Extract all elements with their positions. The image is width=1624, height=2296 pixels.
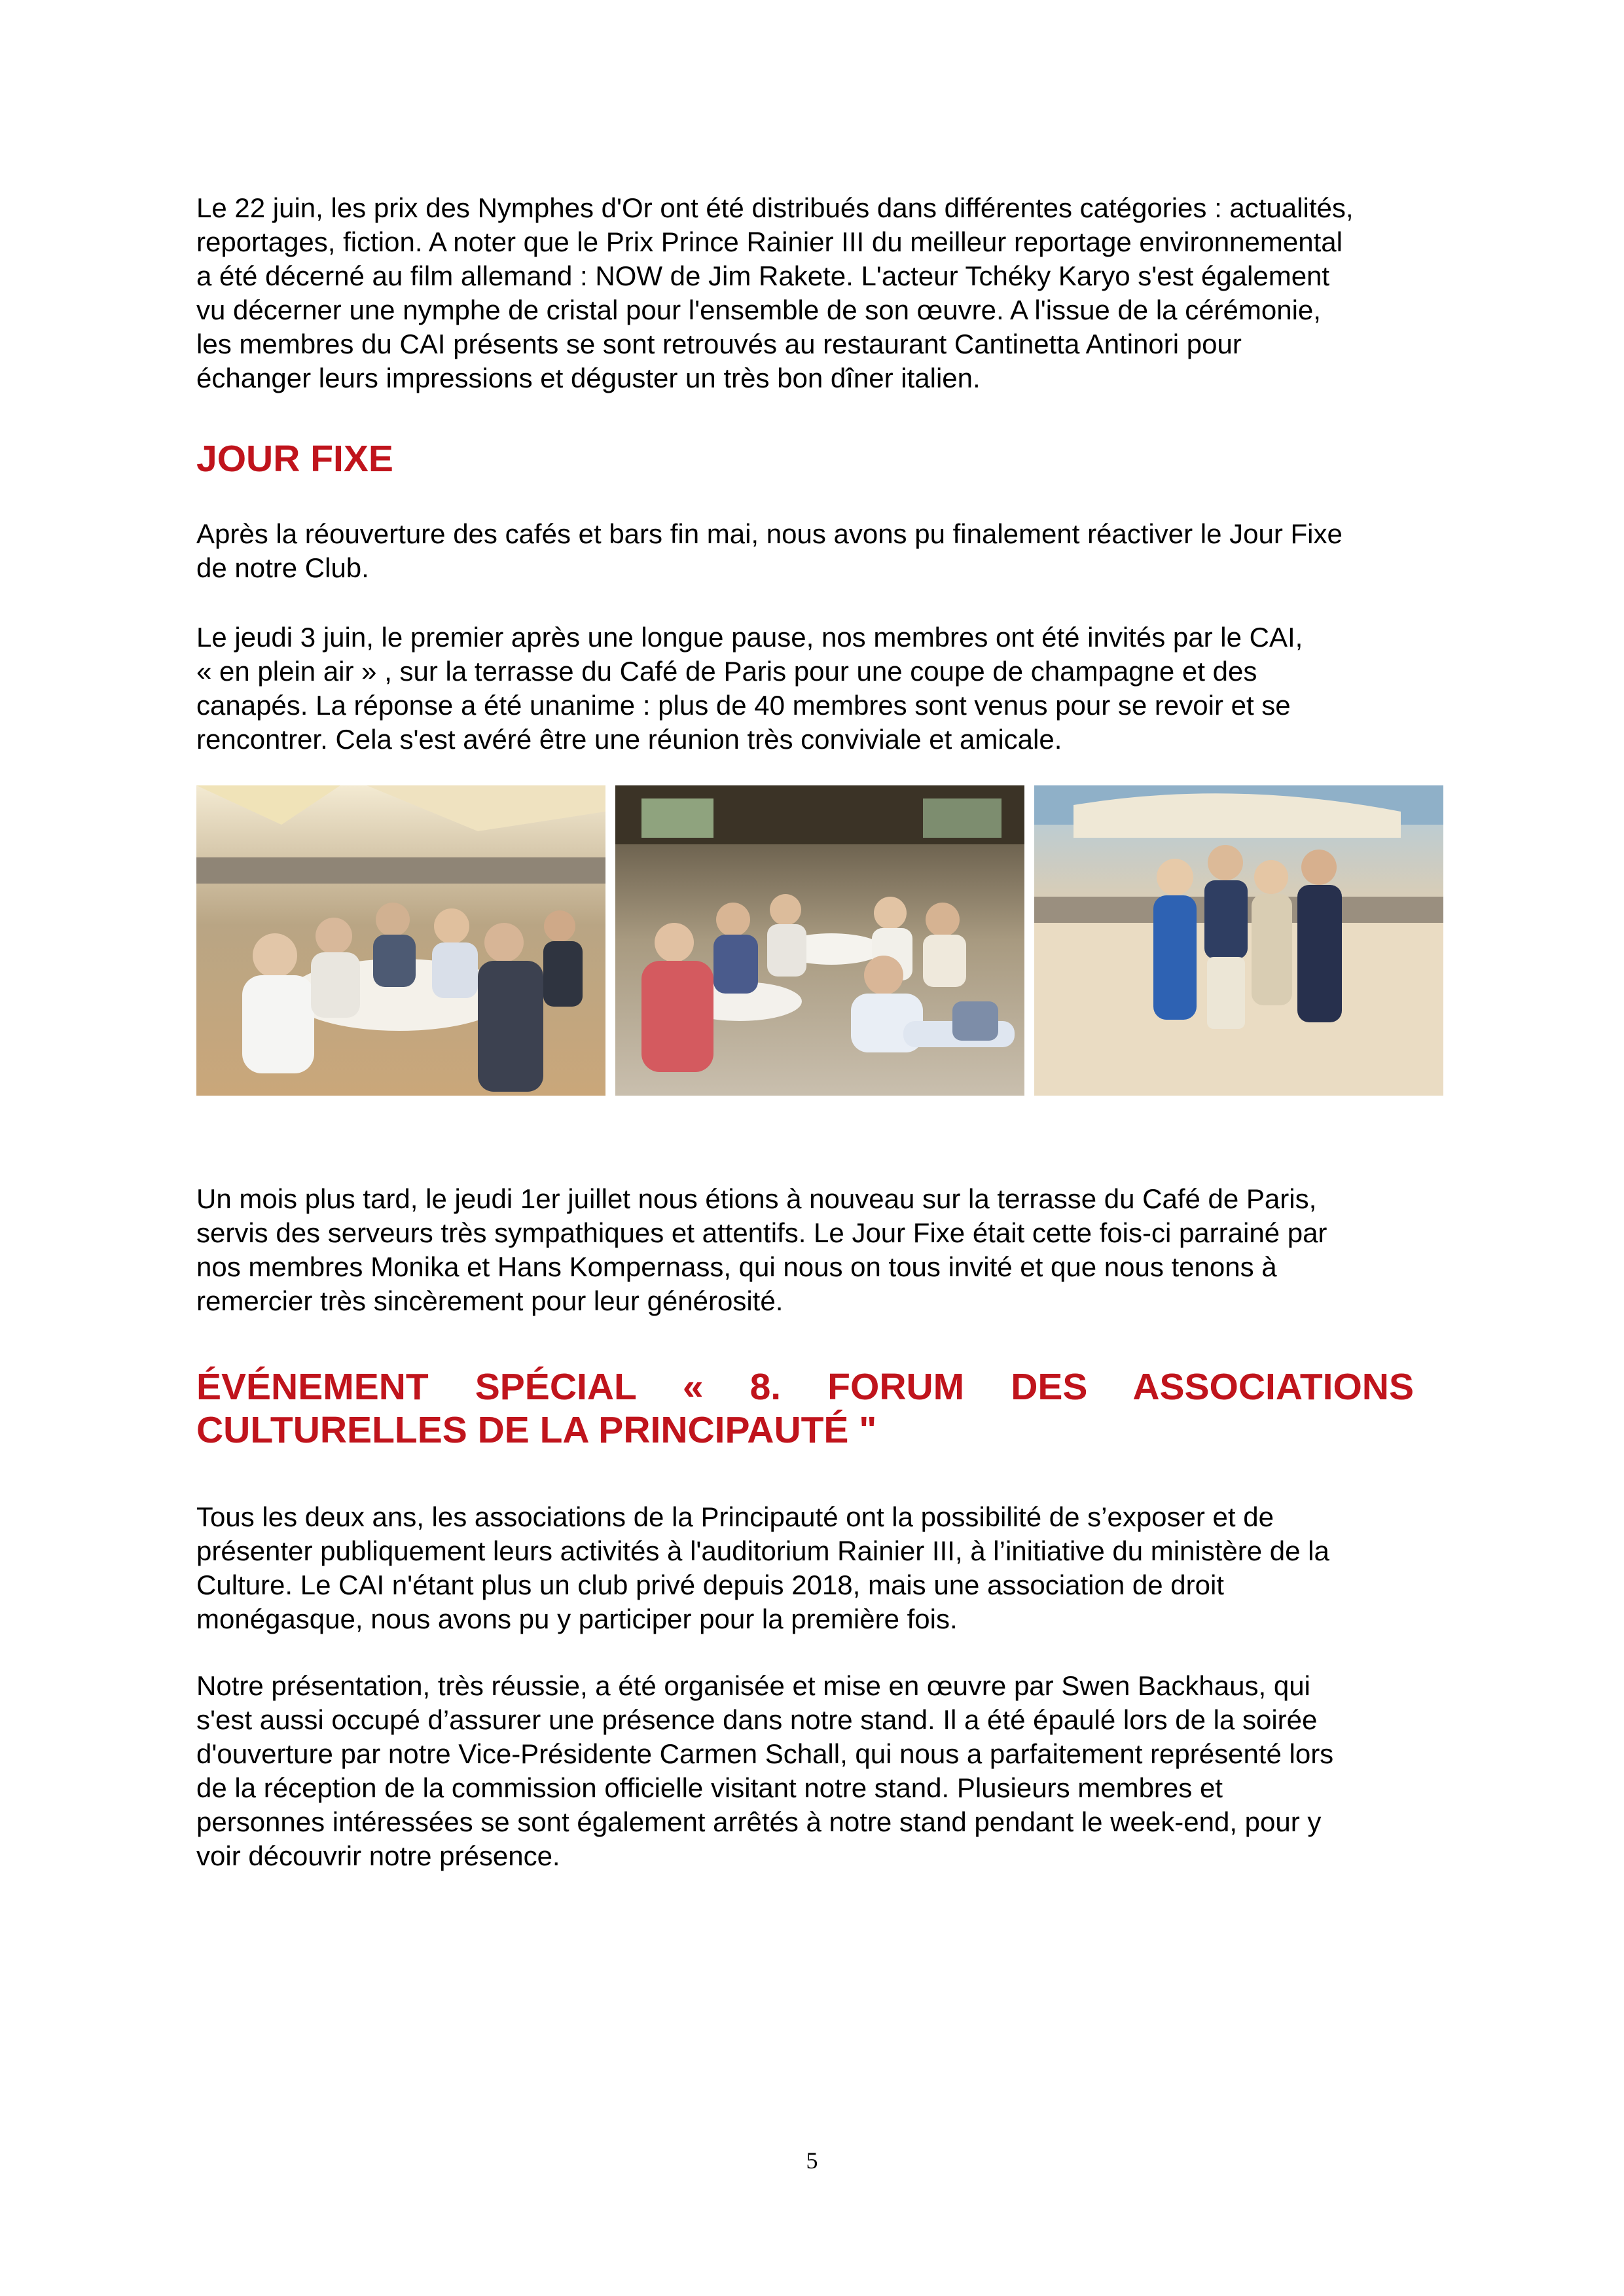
text-line: d'ouverture par notre Vice-Présidente Carmen Schall, qui nous a parfaitement représenté lors — [196, 1738, 1334, 1769]
text-line: a été décerné au film allemand : NOW de Jim Rakete. L'acteur Tchéky Karyo s'est également — [196, 260, 1330, 291]
text-line: servis des serveurs très sympathiques et attentifs. Le Jour Fixe était cette fois-ci parrainé par — [196, 1217, 1327, 1248]
text-line: remercier très sincèrement pour leur générosité. — [196, 1285, 784, 1316]
text-line: « en plein air » , sur la terrasse du Café de Paris pour une coupe de champagne et des — [196, 656, 1257, 687]
heading-line: CULTURELLES DE LA PRINCIPAUTÉ " — [196, 1409, 877, 1451]
text-line: s'est aussi occupé d’assurer une présence dans notre stand. Il a été épaulé lors de la soirée — [196, 1704, 1318, 1735]
text-line: de notre Club. — [196, 552, 369, 583]
text-line: Tous les deux ans, les associations de la Principauté ont la possibilité de s’exposer et de — [196, 1501, 1274, 1532]
text-line: Un mois plus tard, le jeudi 1er juillet nous étions à nouveau sur la terrasse du Café de Paris, — [196, 1183, 1317, 1214]
photo-terrace-group-1 — [196, 785, 605, 1096]
text-line: Le 22 juin, les prix des Nymphes d'Or ont été distribués dans différentes catégories : actualités, — [196, 192, 1354, 223]
text-line: reportages, fiction. A noter que le Prix Prince Rainier III du meilleur reportage environnemental — [196, 226, 1343, 257]
text-line: nos membres Monika et Hans Kompernass, qui nous on tous invité et que nous tenons à — [196, 1251, 1277, 1282]
page-number: 5 — [806, 2147, 818, 2174]
text-line: les membres du CAI présents se sont retrouvés au restaurant Cantinetta Antinori pour — [196, 329, 1242, 359]
text-line: échanger leurs impressions et déguster un très bon dîner italien. — [196, 363, 981, 393]
jour-fixe-heading — [196, 437, 1414, 480]
heading-line: ÉVÉNEMENT SPÉCIAL « 8. FORUM DES ASSOCIATIONS — [196, 1366, 1414, 1408]
text-line: Culture. Le CAI n'étant plus un club privé depuis 2018, mais une association de droit — [196, 1570, 1224, 1600]
jour-fixe-paragraph-1 — [196, 517, 1414, 585]
photo-terrace-group-2 — [615, 785, 1024, 1096]
text-line: Le jeudi 3 juin, le premier après une longue pause, nos membres ont été invités par le CAI, — [196, 622, 1303, 653]
text-line: Notre présentation, très réussie, a été organisée et mise en œuvre par Swen Backhaus, qui — [196, 1670, 1310, 1701]
intro-paragraph — [196, 191, 1414, 395]
photo-strip — [196, 785, 1443, 1096]
jour-fixe-paragraph-2 — [196, 620, 1414, 757]
jour-fixe-paragraph-3 — [196, 1182, 1414, 1318]
text-line: vu décerner une nymphe de cristal pour l'ensemble de son œuvre. A l'issue de la cérémonie, — [196, 295, 1321, 325]
evenement-paragraph-1 — [196, 1500, 1414, 1636]
text-line: canapés. La réponse a été unanime : plus de 40 membres sont venus pour se revoir et se — [196, 690, 1291, 721]
text-line: Après la réouverture des cafés et bars fin mai, nous avons pu finalement réactiver le Jour Fixe — [196, 518, 1343, 549]
text-line: de la réception de la commission officielle visitant notre stand. Plusieurs membres et — [196, 1772, 1223, 1803]
photo-terrace-standing — [1034, 785, 1443, 1096]
text-line: rencontrer. Cela s'est avéré être une réunion très conviviale et amicale. — [196, 724, 1062, 755]
evenement-paragraph-2 — [196, 1669, 1414, 1873]
text-line: personnes intéressées se sont également arrêtés à notre stand pendant le week-end, pour y — [196, 1806, 1322, 1837]
heading-line: JOUR FIXE — [196, 438, 393, 480]
text-line: présenter publiquement leurs activités à l'auditorium Rainier III, à l’initiative du ministère de la — [196, 1535, 1329, 1566]
evenement-heading — [196, 1365, 1414, 1452]
text-line: voir découvrir notre présence. — [196, 1840, 560, 1871]
text-line: monégasque, nous avons pu y participer pour la première fois. — [196, 1604, 958, 1634]
